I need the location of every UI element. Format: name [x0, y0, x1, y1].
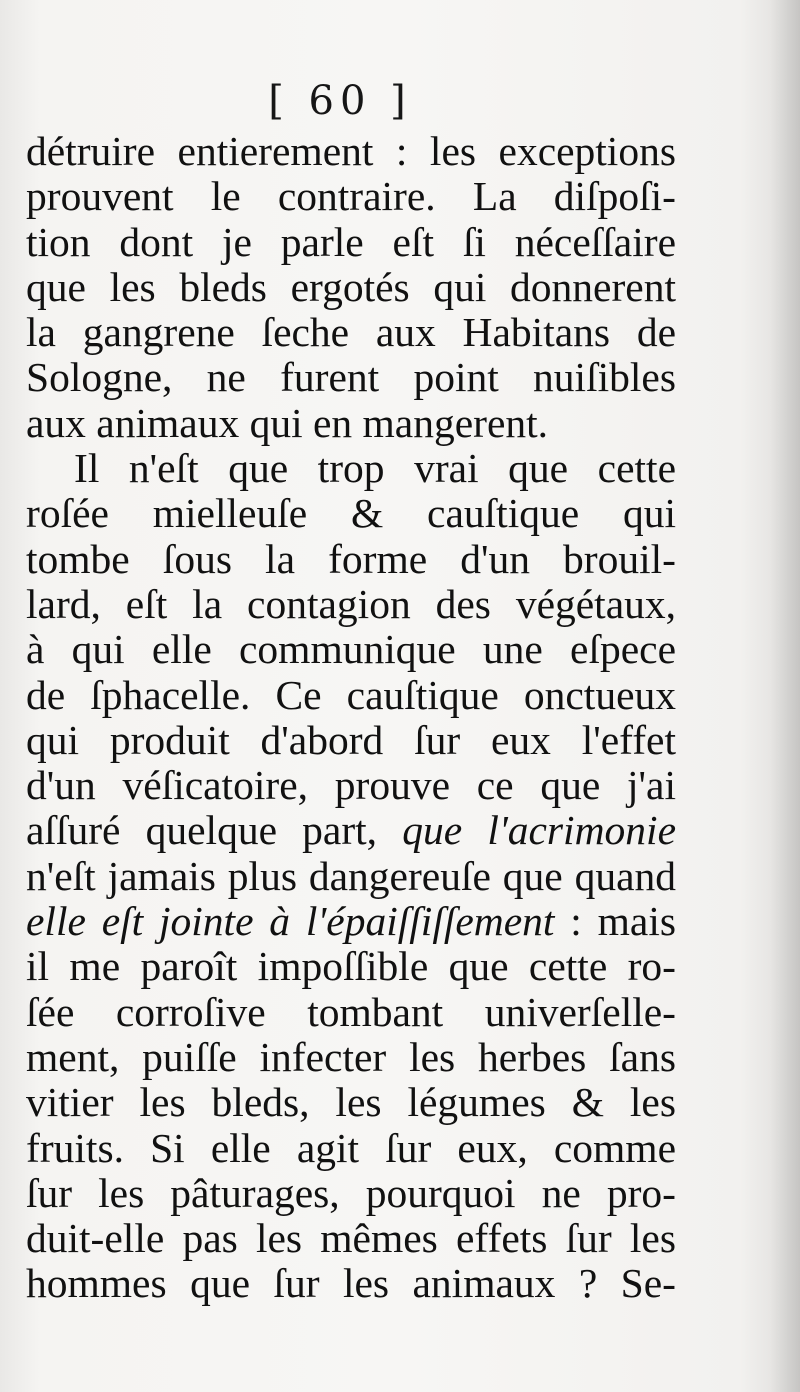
text-line-25: duit-elle pas les mêmes effets ſur les: [26, 1215, 676, 1262]
text-line-15: d'un véſicatoire, prouve ce que j'ai: [26, 762, 676, 809]
text-line-7: aux animaux qui en mangerent.: [26, 399, 549, 446]
text-line-17: n'eſt jamais plus dangereuſe que quand: [26, 852, 676, 899]
text-line-24: ſur les pâturages, pourquoi ne pro-: [26, 1169, 676, 1216]
text-line-4: que les bleds ergotés qui donnerent: [26, 263, 676, 310]
text-line-16-italic: que l'acrimonie: [402, 807, 676, 854]
text-line-19: il me paroît impoſſible que cette ro-: [26, 943, 676, 990]
text-line-14: qui produit d'abord ſur eux l'effet: [26, 716, 676, 763]
text-line-22: vitier les bleds, les légumes & les: [26, 1079, 676, 1126]
text-line-12: à qui elle communique une eſpece: [26, 626, 676, 673]
text-line-18-roman: : mais: [570, 898, 676, 945]
text-line-23: fruits. Si elle agit ſur eux, comme: [26, 1124, 676, 1171]
page-number: [ 60 ]: [268, 78, 412, 124]
text-line-3: tion dont je parle eſt ſi néceſſaire: [26, 218, 676, 265]
text-line-20: ſée corroſive tombant univerſelle-: [26, 988, 676, 1035]
text-line-18-italic: elle eſt jointe à l'épaiſſiſſement: [26, 898, 555, 945]
text-line-9: roſée mielleuſe & cauſtique qui: [26, 490, 676, 537]
text-line-16-roman: aſſuré quelque part,: [26, 807, 378, 854]
text-line-13: de ſphacelle. Ce cauſtique onctueux: [26, 671, 676, 718]
text-line-26: hommes que ſur les animaux ? Se-: [26, 1260, 676, 1307]
text-line-18: [26, 899, 676, 944]
text-line-10: tombe ſous la forme d'un brouil-: [26, 535, 676, 582]
text-line-16: [26, 808, 676, 853]
body-text: [26, 129, 676, 1307]
text-line-6: Sologne, ne furent point nuiſibles: [26, 354, 676, 401]
text-line-5: la gangrene ſeche aux Habitans de: [26, 309, 676, 356]
text-line-2: prouvent le contraire. La diſpoſi-: [26, 173, 676, 220]
text-line-8: Il n'eſt que trop vrai que cette: [74, 445, 676, 492]
page-edge-shadow: [770, 0, 800, 1392]
text-line-11: lard, eſt la contagion des végétaux,: [26, 580, 676, 627]
text-line-1: détruire entierement : les exceptions: [26, 128, 676, 174]
text-line-21: ment, puiſſe infecter les herbes ſans: [26, 1033, 676, 1080]
